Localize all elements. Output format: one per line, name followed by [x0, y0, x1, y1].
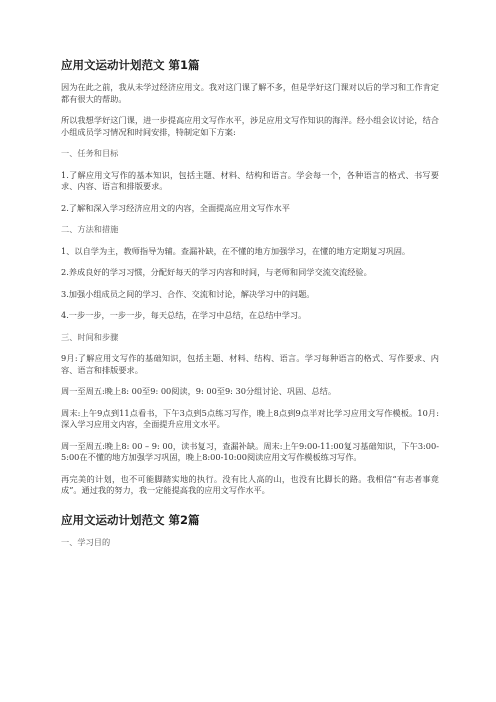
- paragraph-weekday-1: 周一至周五:晚上8: 00至9: 00阅读，9: 00至9: 30分组讨论、巩固、总结。: [61, 386, 337, 396]
- paragraph-plan: 所以我想学好这门课，进一步提高应用文写作水平，涉足应用文写作知识的海洋。经小组会议讨论，结合小组成员学习情况和时间安排，特制定如下方案:: [61, 115, 439, 137]
- section-heading-schedule: 三、时间和步骤: [61, 331, 119, 342]
- paragraph-intro: 因为在此之前，我从未学过经济应用文。我对这门课了解不多，但是学好这门课对以后的学习和工作肯定都有很大的帮助。: [61, 82, 439, 104]
- section-heading-purpose: 一、学习目的: [61, 536, 111, 547]
- section-heading-methods: 二、方法和措施: [61, 224, 119, 234]
- paragraph-task-2: 2.了解和深入学习经济应用文的内容，全面提高应用文写作水平: [61, 202, 290, 213]
- section-heading-tasks: 一、任务和目标: [61, 148, 119, 158]
- paragraph-september: 9月:了解应用文写作的基础知识，包括主题、材料、结构、语言。学习每种语言的格式、写作要求、内容、语言和排版要求。: [61, 353, 439, 375]
- document-page: [61, 58, 439, 558]
- paragraph-method-1: 1、以自学为主，教师指导为辅。查漏补缺，在不懂的地方加强学习，在懂的地方定期复习巩固。: [61, 245, 411, 256]
- paragraph-conclusion: 再完美的计划，也不可能脚踏实地的执行。没有比人高的山，也没有比脚长的路。我相信“有志者事竟成”。通过我的努力，我一定能提高我的应用文写作水平。: [61, 473, 439, 495]
- article-title-1: 应用文运动计划范文 第1篇: [61, 58, 200, 72]
- paragraph-weekend-1: 周末:上午9点到11点看书，下午3点到5点练习写作，晚上8点到9点半对比学习应用文写作模板。10月:深入学习应用文内容，全面提升应用文水平。: [61, 407, 439, 429]
- paragraph-weekday-2: 周一至周五:晚上8: 00 – 9: 00，读书复习，查漏补缺。周末:上午9:00-11:00复习基础知识，下午3:00-5:00在不懂的地方加强学习巩固，晚上8:00-10:00阅读应用文写作模板练习写作。: [61, 440, 439, 462]
- paragraph-task-1: 1.了解应用文写作的基本知识，包括主题、材料、结构和语言。学会每一个，各种语言的格式、书写要求、内容、语言和排版要求。: [61, 169, 439, 191]
- paragraph-method-4: 4.一步一步，一步一步，每天总结，在学习中总结，在总结中学习。: [61, 310, 307, 320]
- paragraph-method-3: 3.加强小组成员之间的学习、合作、交流和讨论，解决学习中的问题。: [61, 288, 315, 299]
- paragraph-method-2: 2.养成良好的学习习惯，分配好每天的学习内容和时间，与老师和同学交流交流经验。: [61, 267, 372, 277]
- article-title-2: 应用文运动计划范文 第2篇: [61, 512, 200, 527]
